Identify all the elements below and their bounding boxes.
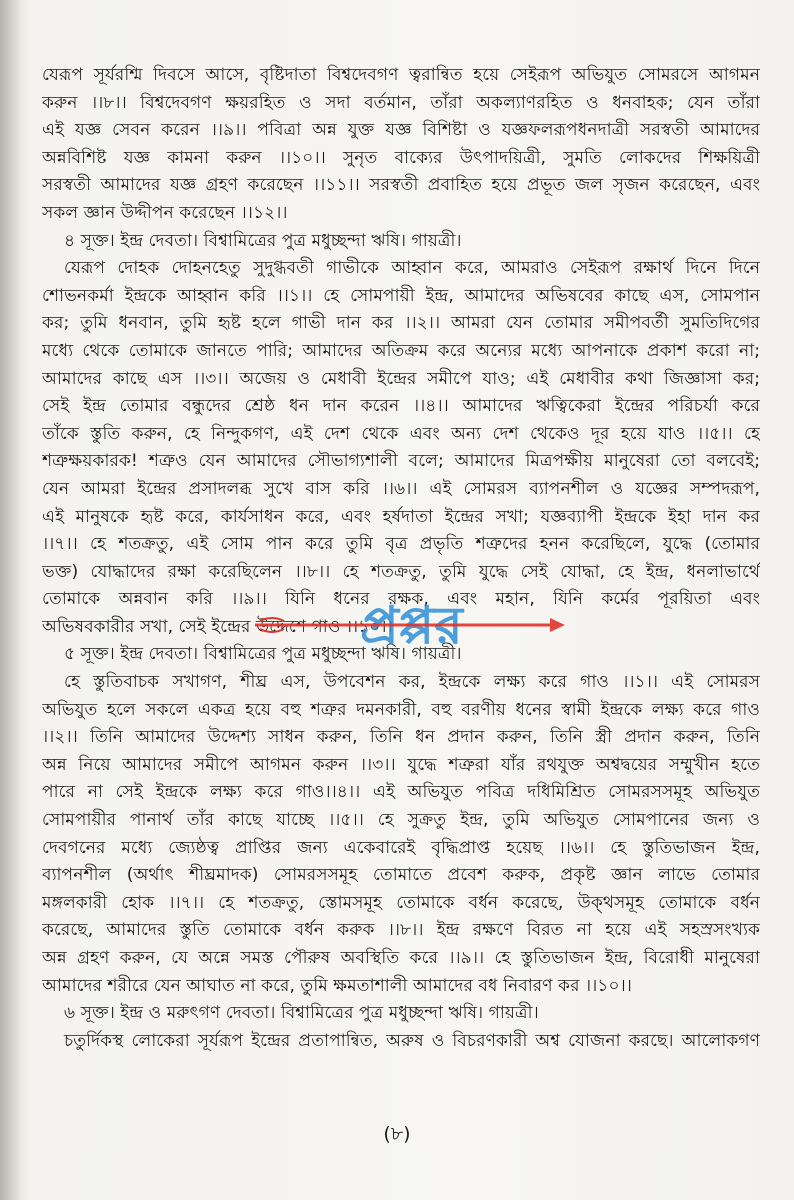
text-line: আমাদের শরীরে যেন আঘাত না করে, তুমি ক্ষমতাশালী আমাদের বধ নিবারণ কর ।।১০।। [42,975,632,996]
text-line: অন্ন নিয়ে আমাদের সমীপে আগমন করুন ।।৩।। যুদ্ধে শত্রুরা যাঁর রথযুক্ত অশ্বদ্বয়ের সম্মুখীন হতে [42,754,760,775]
text-line: মধ্যে থেকে তোমাকে জানতে পারি; আমাদের অতিক্রম করে অন্যের মধ্যে আপনাকে প্রকাশ করো না; [42,340,760,361]
text-line: আমাদের কাছে এস ।।৩।। অজেয় ও মেধাবী ইন্দ্রের সমীপে যাও; এই মেধাবীর কথা জিজ্ঞাসা কর; [42,368,760,389]
text-line: হে স্তুতিবাচক সখাগণ, শীঘ্র এস, উপবেশন কর, ইন্দ্রকে লক্ষ্য করে গাও ।।১।। এই সোমরস [64,672,760,693]
text-line: অভিষবকারীর সখা, সেই ইন্দ্রের উদ্দেশে গাও ।।১০।। [42,616,393,637]
text-line: দেবগনের মধ্যে জ্যেষ্ঠত্ব প্রাপ্তির জন্য একেবারেই বৃদ্ধিপ্রাপ্ত হয়েছ ।।৬।। হে স্তুতিভাজন ইন্দ্র, [42,837,760,858]
page-number: (৮) [383,1123,411,1145]
text-line: যেন আমরা ইন্দ্রের প্রসাদলব্ধ সুখে বাস করি ।।৬।। এই সোমরস ব্যাপনশীল ও যজ্ঞের সম্পদরূপ, [42,478,760,499]
text-line: করুন ।।৮।। বিশ্বদেবগণ ক্ষয়রহিত ও সদা বর্তমান, তাঁরা অকল্যাণরহিত ও ধনবাহক; যেন তাঁরা [42,92,760,113]
text-line: করেছে, আমাদের স্তুতি তোমাকে বর্ধন করুক ।।৮।। ইন্দ্র রক্ষণে বিরত না হয়ে এই সহস্রসংখ্যক [42,920,760,941]
text-line: এই মানুষকে হৃষ্ট করে, কার্যসাধন করে, এবং হর্ষদাতা ইন্দ্রের সখা; যজ্ঞব্যাপী ইন্দ্রকে ইহা দান কর [42,506,760,527]
text-line: সরস্বতী আমাদের যজ্ঞ গ্রহণ করেছেন ।।১১।। সরস্বতী প্রবাহিত হয়ে প্রভূত জল সৃজন করেছেন, এবং [42,175,760,196]
text-line: যেরূপ সূর্যরশ্মি দিবসে আসে, বৃষ্টিদাতা বিশ্বদেবগণ ত্বরান্বিত হয়ে সেইরূপ অভিযুত সোমরসে আগমন [42,65,760,85]
text-line: এই যজ্ঞ সেবন করেন ।।৯।। পবিত্রা অন্ন যুক্ত যজ্ঞ বিশিষ্টা ও যজ্ঞফলরূপধনদাত্রী সরস্বতী আমাদের [42,120,760,141]
text-line: তোমাকে অন্নবান করি ।।৯।। যিনি ধনের রক্ষক, এবং মহান, যিনি কর্মের পূরয়িতা এবং [42,589,760,610]
text-line: কর; তুমি ধনবান, তুমি হৃষ্ট হলে গাভী দান কর ।।২।। আমরা যেন তোমার সমীপবর্তী সুমতিদিগের [42,313,760,334]
text-line: যেরূপ দোহক দোহনহেতু সুদুগ্ধবতী গাভীকে আহ্বান করে, আমরাও সেইরূপ রক্ষার্থ দিনে দিনে [64,258,760,279]
watermark-text: প্রপ্পর [360,596,463,656]
text-line: মঙ্গলকারী হোক ।।৭।। হে শতক্রতু, স্তোমসমূহ তোমাকে বর্ধন করেছে, উক্থসমূহ তোমাকে বর্ধন [42,892,760,913]
text-line: ব্যাপনশীল (অর্থাৎ শীঘ্রমাদক) সোমরসসমূহ তোমাতে প্রবেশ করুক, প্রকৃষ্ট জ্ঞান লাভে তোমার [42,865,760,886]
text-line: সোমপায়ীর পানার্থ তাঁর কাছে যাচ্ছে ।।৫।। হে সুক্রতু ইন্দ্র, তুমি অভিযুত সোমপানের জন্য ও [42,810,760,831]
text-line: অন্নবিশিষ্ট যজ্ঞ কামনা করুন ।।১০।। সুনৃত বাক্যের উৎপাদয়িত্রী, সুমতি লোকদের শিক্ষয়িত্রী [42,147,760,168]
text-line: ৬ সূক্ত। ইন্দ্র ও মরুৎগণ দেবতা। বিশ্বামিত্রের পুত্র মধুচ্ছন্দা ঋষি। গায়ত্রী। [64,1003,539,1024]
text-line: শত্রুক্ষয়কারক! শত্রুও যেন আমাদের সৌভাগ্যশালী বলে; আমাদের মিত্রপক্ষীয় মানুষেরা তো বলবেই; [42,451,760,472]
text-line: চতুর্দিকস্থ লোকেরা সূর্যরূপ ইন্দ্রের প্রতাপান্বিত, অরুষ ও বিচরণকারী অশ্ব যোজনা করছে। আলোকগণ [64,1030,760,1051]
text-line: ভক্ত) যোদ্ধাদের রক্ষা করেছিলেন ।।৮।। হে শতক্রতু, তুমি যুদ্ধে সেই যোদ্ধা, হে ইন্দ্র, ধনলাভার্থে [42,561,760,582]
text-line: ৫ সূক্ত। ইন্দ্র দেবতা। বিশ্বামিত্রের পুত্র মধুচ্ছন্দা ঋষি। গায়ত্রী। [64,644,462,665]
text-line: তাঁকে স্তুতি করুন, হে নিন্দুকগণ, এই দেশ থেকে এবং অন্য দেশ থেকেও দূর হয়ে যাও ।।৫।। হে [42,423,760,444]
binding-shadow [0,0,22,1200]
text-line: পারে না সেই ইন্দ্রকে লক্ষ্য করে গাও।।৪।। এই অভিযুত পবিত্র দধিমিশ্রিত সোমরসসমূহ অভিযুত [42,782,760,803]
text-line: সকল জ্ঞান উদ্দীপন করেছেন ।।১২।। [42,202,288,223]
text-line: শোভনকর্মা ইন্দ্রকে আহ্বান করি ।।১।। হে সোমপায়ী ইন্দ্র, আমাদের অভিষবের কাছে এস, সোমপান [42,285,760,306]
text-line: সেই ইন্দ্র তোমার বন্ধুদের শ্রেষ্ঠ ধন দান করেন ।।৪।। আমাদের ঋত্বিকেরা ইন্দ্রের পরিচর্যা করে [42,396,760,417]
text-line: ।।২।। তিনি আমাদের উদ্দেশ্য সাধন করুন, তিনি ধন প্রদান করুন, তিনি স্ত্রী প্রদান করুন, তিনি [42,727,760,748]
text-line: অভিযুত হলে সকলে একত্র হয়ে বহু শত্রুর দমনকারী, বহু বরণীয় ধনের স্বামী ইন্দ্রকে লক্ষ্য করে গাও [42,699,760,720]
text-line: ৪ সূক্ত। ইন্দ্র দেবতা। বিশ্বামিত্রের পুত্র মধুচ্ছন্দা ঋষি। গায়ত্রী। [64,230,462,251]
text-line: ।।৭।। হে শতক্রতু, এই সোম পান করে তুমি বৃত্র প্রভৃতি শত্রুদের হনন করেছিলে, যুদ্ধে (তোমার [42,534,760,555]
text-line: অন্ন গ্রহণ করুন, যে অন্নে সমস্ত পৌরুষ অবস্থিতি করে ।।৯।। হে স্তুতিভাজন ইন্দ্র, বিরোধী মানুষেরা [42,948,760,968]
page-body-text [42,62,760,1055]
